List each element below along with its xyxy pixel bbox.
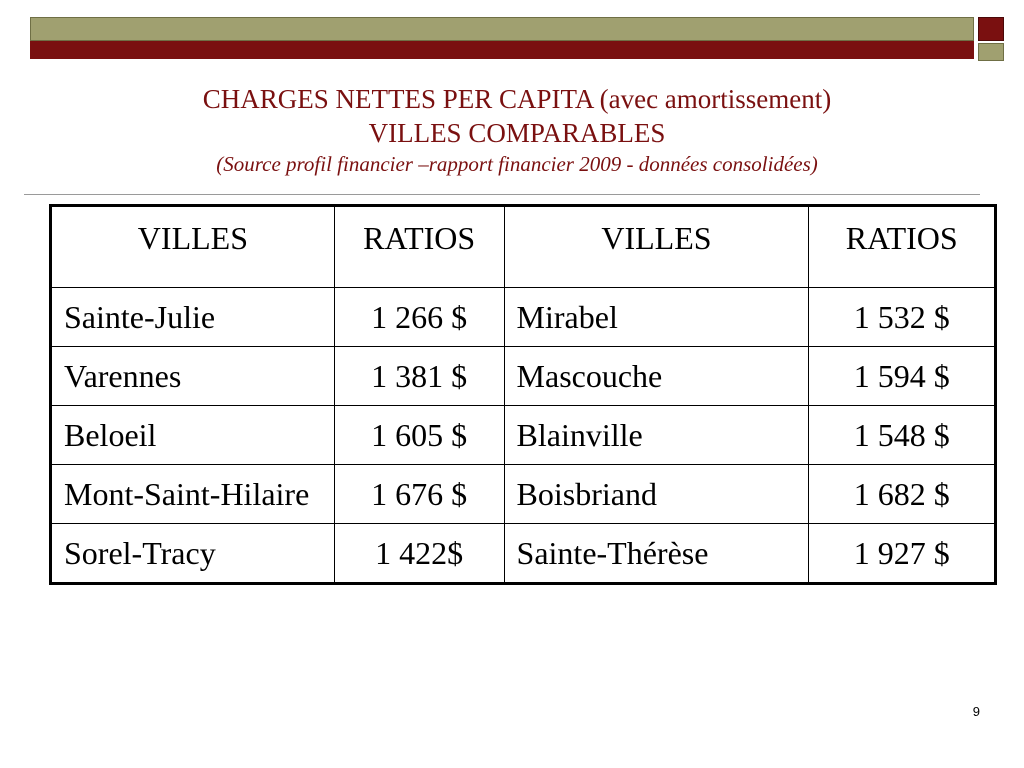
ratios-table [49, 204, 997, 585]
city-cell: Mascouche [504, 347, 809, 406]
column-header-ratios-2: RATIOS [809, 206, 996, 288]
city-cell: Blainville [504, 406, 809, 465]
ratio-cell: 1 594 $ [809, 347, 996, 406]
table-row [51, 524, 996, 584]
corner-square-maroon [978, 17, 1004, 41]
ratio-cell: 1 422$ [334, 524, 504, 584]
city-cell: Sainte-Thérèse [504, 524, 809, 584]
ratio-cell: 1 927 $ [809, 524, 996, 584]
corner-square-olive [978, 43, 1004, 61]
table-row [51, 347, 996, 406]
ratio-cell: 1 381 $ [334, 347, 504, 406]
header-bar-olive [30, 17, 974, 41]
column-header-villes-2: VILLES [504, 206, 809, 288]
ratio-cell: 1 605 $ [334, 406, 504, 465]
slide-title [30, 82, 1004, 178]
header-bar-maroon [30, 41, 974, 59]
table-header-row [51, 206, 996, 288]
table-row [51, 465, 996, 524]
title-divider [24, 194, 980, 195]
title-line-1: CHARGES NETTES PER CAPITA (avec amortissement) [202, 84, 832, 114]
city-cell: Sorel-Tracy [51, 524, 335, 584]
city-cell: Beloeil [51, 406, 335, 465]
ratio-cell: 1 532 $ [809, 288, 996, 347]
ratio-cell: 1 676 $ [334, 465, 504, 524]
ratio-cell: 1 266 $ [334, 288, 504, 347]
table-row [51, 288, 996, 347]
city-cell: Sainte-Julie [51, 288, 335, 347]
city-cell: Mirabel [504, 288, 809, 347]
ratio-cell: 1 548 $ [809, 406, 996, 465]
column-header-villes-1: VILLES [51, 206, 335, 288]
ratio-cell: 1 682 $ [809, 465, 996, 524]
city-cell: Boisbriand [504, 465, 809, 524]
title-subtitle: (Source profil financier –rapport financier 2009 - données consolidées) [216, 152, 818, 176]
city-cell: Varennes [51, 347, 335, 406]
title-line-2: VILLES COMPARABLES [368, 118, 666, 148]
table-row [51, 406, 996, 465]
page-number: 9 [972, 704, 980, 719]
city-cell: Mont-Saint-Hilaire [51, 465, 335, 524]
column-header-ratios-1: RATIOS [334, 206, 504, 288]
